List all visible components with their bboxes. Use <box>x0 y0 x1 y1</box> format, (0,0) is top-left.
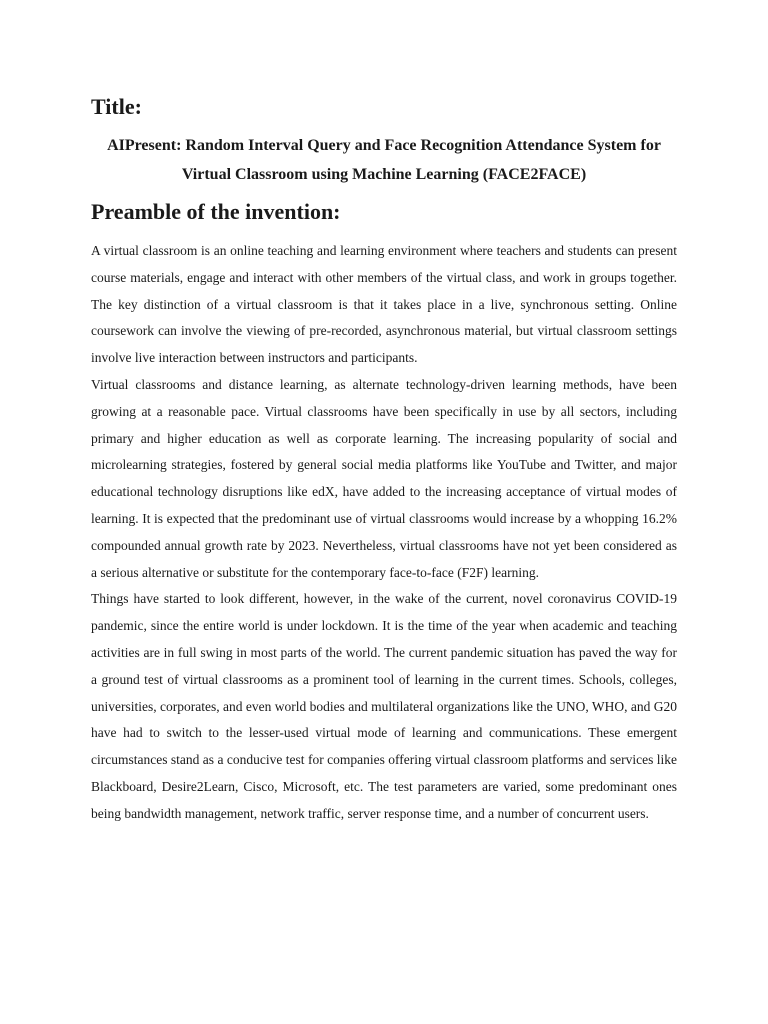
section-heading-preamble: Preamble of the invention: <box>91 199 341 224</box>
body-text <box>91 238 677 828</box>
paragraph-1: A virtual classroom is an online teaching and learning environment where teachers and students can present course materials, engage and interact with other members of the virtual class, and work in groups together. The key distinction of a virtual classroom is that it takes place in a live, synchronous setting. Online coursework can involve the viewing of pre-recorded, asynchronous material, but virtual classroom settings involve live interaction between instructors and participants. <box>91 243 677 366</box>
paragraph-2: Virtual classrooms and distance learning, as alternate technology-driven learning methods, have been growing at a reasonable pace. Virtual classrooms have been specifically in use by all sectors, including primary and higher education as well as corporate learning. The increasing popularity of social and microlearning strategies, fostered by general social media platforms like YouTube and Twitter, and major educational technology disruptions like edX, have added to the increasing acceptance of virtual modes of learning. It is expected that the predominant use of virtual classrooms would increase by a whopping 16.2% compounded annual growth rate by 2023. Nevertheless, virtual classrooms have not yet been considered as a serious alternative or substitute for the contemporary face-to-face (F2F) learning. <box>91 376 677 580</box>
title-label: Title: <box>91 94 142 119</box>
paragraph-3: Things have started to look different, however, in the wake of the current, novel coronavirus COVID-19 pandemic, since the entire world is under lockdown. It is the time of the year when academic and teaching activities are in full swing in most parts of the world. The current pandemic situation has paved the way for a ground test of virtual classrooms as a prominent tool of learning in the current times. Schools, colleges, universities, corporates, and even world bodies and multilateral organizations like the UNO, WHO, and G20 have had to switch to the lesser-used virtual mode of learning and communications. These emergent circumstances stand as a conducive test for companies offering virtual classroom platforms and services like Blackboard, Desire2Learn, Cisco, Microsoft, etc. The test parameters are varied, some predominant ones being bandwidth management, network traffic, server response time, and a number of concurrent users. <box>91 591 677 821</box>
document-title: AIPresent: Random Interval Query and Face Recognition Attendance System for Virtual Classroom using Machine Learning (FACE2FACE) <box>107 137 661 183</box>
